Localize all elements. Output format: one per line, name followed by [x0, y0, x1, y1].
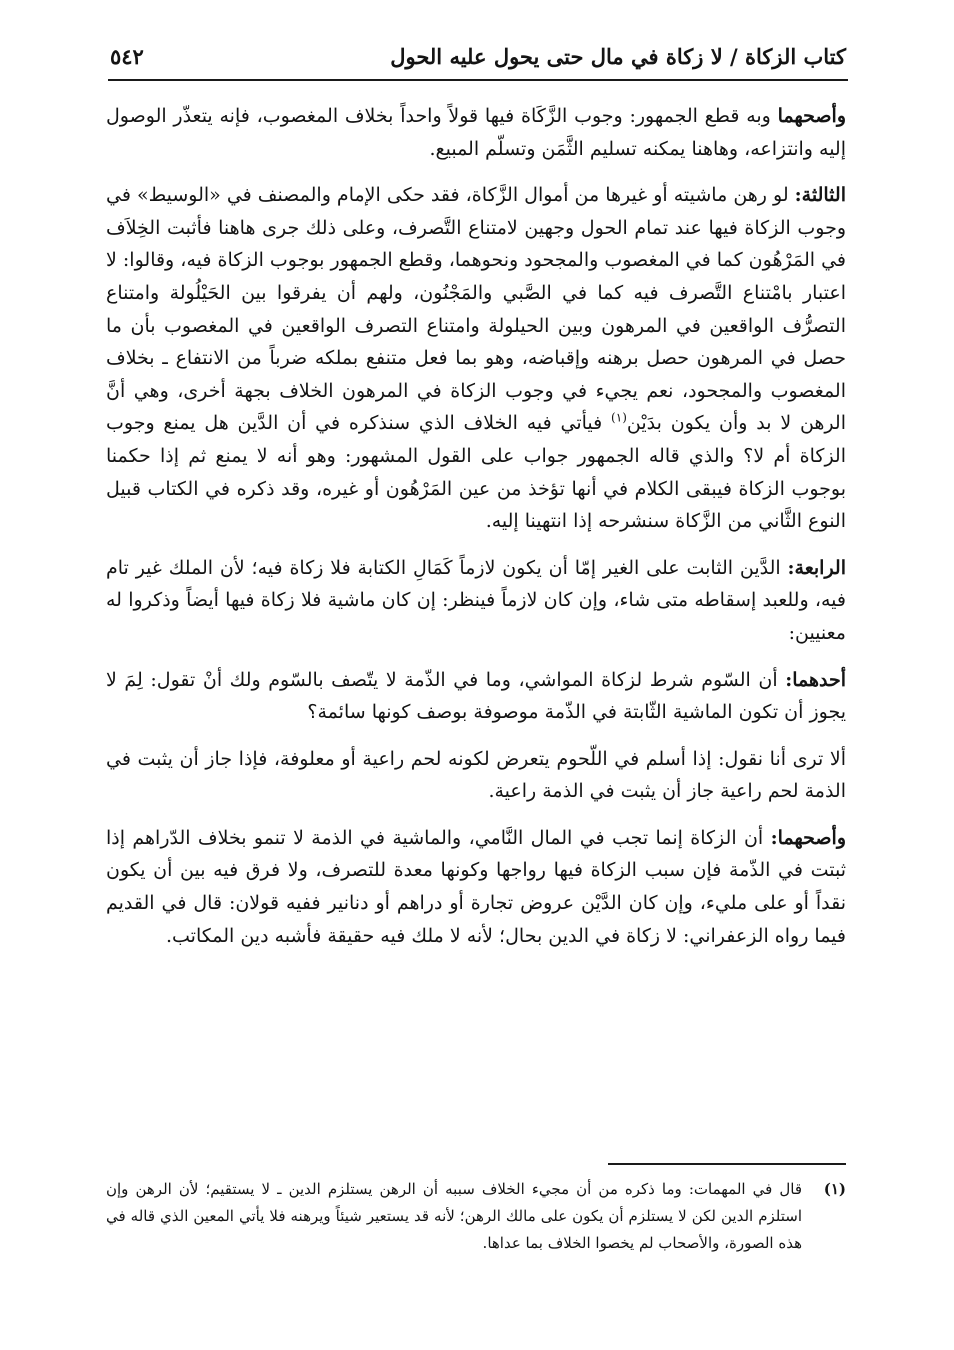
footnote-mark: (١) [823, 1180, 846, 1198]
paragraph-text: أن الزكاة إنما تجب في المال النَّامي، والماشية في الذمة لا تنمو بخلاف الدّراهم إذا ثبتت في الذّمة فإن سبب الزكاة فيها رواجها وكونها معدة للتصرف، ولا فرق فيه بين أن يكون نقداً أو على مليء، وإن كان الدَّيْن عروض تجارة أو دراهم أو دنانير ففيه قولان: قال في القديم فيما رواه الزعفراني: لا زكاة في الدين بحال؛ لأنه لا ملك فيه حقيقة فأشبه دين المكاتب. [106, 826, 846, 947]
paragraph-lead: الثالثة: [794, 184, 846, 207]
page-number: ٥٤٢ [110, 44, 144, 69]
paragraph [106, 664, 846, 729]
paragraph-text: الدَّين الثابت على الغير إمّا أن يكون لازماً كَمَالِ الكتابة فلا زكاة فيه؛ لأن الملك غير تام فيه، وللعبد إسقاطه متى شاء، وإن كان لازماً فينظر: إن كان ماشية فلا زكاة فيها أيضاً وذكروا له معنيين: [106, 556, 846, 644]
paragraph-lead: وأصحهما: [770, 826, 846, 849]
paragraph [106, 822, 846, 952]
paragraph-text: لو رهن ماشيته أو غيرها من أموال الزَّكاة، فقد حكى الإمام والمصنف في «الوسيط» في وجوب الزكاة فيها عند تمام الحول وجهين لامتناع التَّصرف، وعلى ذلك جرى هاهنا فأثبت الخِلاَف في المَرْهُون كما في المغصوب والمجحود ونحوهما، وقطع الجمهور بوجوب الزكاة فيه، وقالوا: لا اعتبار بامْتناع التَّصرف فيه كما في الصَّبي والمَجْنُون، ولهم أن يفرقوا بين الحَيْلُولة وامتناع التصرُّف الواقعين في المرهون وبين الحيلولة وامتناع التصرف الواقعين في المغصوب بأن ما حصل في المرهون حصل برهنه وإقباضه، وهو بما فعل متنفع بملكه ضرباً من الانتفاع ـ بخلاف المغصوب والمجحود، نعم يجيء في وجوب الزكاة في المرهون الخلاف بجهة أخرى، وهي أنَّ الرهن لا بد وأن يكون بدَيْن [106, 184, 846, 435]
paragraph [106, 100, 846, 165]
paragraph-text-continued: فيأتي فيه الخلاف الذي سنذكره في أن الدَّين هل يمنع وجوب الزكاة أم لا؟ والذي قاله الجمهور جواب على القول المشهور: وهو أنه لا يمنع ثم إذا حكمنا بوجوب الزكاة فيبقى الكلام في أنها تؤخذ من عين المَرْهُون أو غيره، وقد ذكره في الكتاب قبيل النوع الثَّاني من الزَّكاة سنشرحه إذا انتهينا إليه. [106, 412, 846, 533]
paragraph-text: وبه قطع الجمهور: وجوب الزَّكَاة فيها قولاً واحداً بخلاف المغصوب، فإنه يتعذّر الوصول إليه وانتزاعه، وهاهنا يمكنه تسليم الثَّمَن وتسلّم المبيع. [106, 105, 846, 160]
paragraph-text: ألا ترى أنا نقول: إذا أسلم في اللّحوم يتعرض لكونه لحم راعية أو معلوفة، فإذا جاز أن يثبت في الذمة لحم راعية جاز أن يثبت في الذمة راعية. [106, 747, 846, 803]
header-rule [108, 79, 848, 81]
footnote [106, 1176, 846, 1257]
main-text [106, 100, 846, 966]
footnote-text: قال في المهمات: وما ذكره من أن مجيء الخلاف سببه أن الرهن يستلزم الدين ـ لا يستقيم؛ لأن الرهن وإن استلزم الدين لكن لا يستلزم أن يكون على مالك الرهن؛ لأنه قد يستعير شيئاً ويرهنه فلا يأتي المعين الذي قاله في هذه الصورة، والأصحاب لم يخصوا الخلاف بما عداها. [106, 1180, 802, 1252]
paragraph [106, 179, 846, 538]
paragraph-lead: أحدهما: [785, 668, 846, 691]
paragraph-lead: الرابعة: [787, 556, 846, 579]
paragraph [106, 743, 846, 808]
paragraph-lead: وأصحهما [777, 105, 846, 127]
footnote-reference[interactable]: (١) [611, 411, 627, 426]
paragraph-text: أن السّوم شرط لزكاة المواشي، وما في الذّمة لا يتّصف بالسّوم ولك أنْ تقول: لِمَ لا يجوز أن تكون الماشية الثّابتة في الذّمة موصوفة بوصف كونها سائمة؟ [106, 668, 846, 724]
paragraph [106, 552, 846, 650]
header-title: كتاب الزكاة / لا زكاة في مال حتى يحول عليه الحول [390, 44, 846, 69]
footnote-rule [608, 1163, 846, 1165]
footnotes [106, 1176, 846, 1257]
running-header [110, 40, 846, 82]
